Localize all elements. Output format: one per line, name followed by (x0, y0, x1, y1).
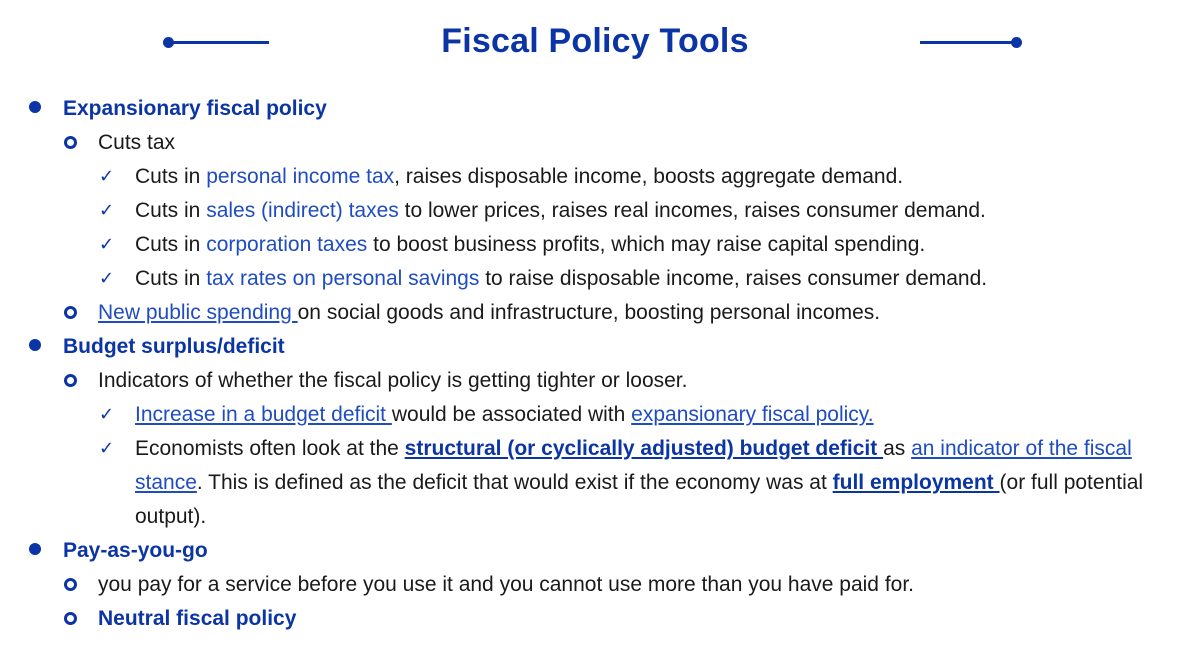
term-corporation-taxes: corporation taxes (206, 233, 368, 256)
structural-budget-deficit-link[interactable]: structural (or cyclically adjusted) budget deficit (404, 437, 884, 460)
full-employment-link[interactable]: full employment (832, 471, 1000, 494)
new-public-spending-link[interactable]: New public spending (98, 301, 298, 324)
sub-item-indicators: Indicators of whether the fiscal policy is getting tighter or looser. (0, 364, 1185, 398)
filled-circle-bullet-icon (29, 101, 41, 113)
sub-item-new-public-spending: New public spending on social goods and infrastructure, boosting personal incomes. (0, 296, 1185, 330)
bullet-list (0, 92, 1185, 636)
check-mark-icon: ✓ (99, 166, 115, 187)
list-item: ✓ Cuts in tax rates on personal savings to raise disposable income, raises consumer demand. (0, 262, 1185, 296)
hollow-circle-bullet-icon (64, 306, 77, 319)
filled-circle-bullet-icon (29, 339, 41, 351)
term-sales-taxes: sales (indirect) taxes (206, 199, 399, 222)
filled-circle-bullet-icon (29, 543, 41, 555)
term-personal-income-tax: personal income tax (206, 165, 395, 188)
hollow-circle-bullet-icon (64, 578, 77, 591)
list-item: ✓ Cuts in personal income tax, raises disposable income, boosts aggregate demand. (0, 160, 1185, 194)
section-heading-paygo: Pay-as-you-go (0, 534, 1185, 568)
check-mark-icon: ✓ (99, 268, 115, 289)
list-item: ✓ Economists often look at the structural (or cyclically adjusted) budget deficit as an indicator of the fiscal stance. This is defined as the deficit that would exist if the economy was at full employment (or full potential output). (0, 432, 1170, 534)
term-tax-rates-savings: tax rates on personal savings (206, 267, 480, 290)
sub-item-cuts-tax: Cuts tax (0, 126, 1185, 160)
title-decoration-right-line (920, 41, 1018, 44)
check-mark-icon: ✓ (99, 438, 115, 459)
hollow-circle-bullet-icon (64, 374, 77, 387)
hollow-circle-bullet-icon (64, 136, 77, 149)
fiscal-stance-link[interactable]: an indicator of the fiscal stance (135, 437, 1132, 494)
page-title: Fiscal Policy Tools (441, 22, 749, 60)
list-item: ✓ Cuts in corporation taxes to boost business profits, which may raise capital spending. (0, 228, 1185, 262)
list-item: ✓ Increase in a budget deficit would be associated with expansionary fiscal policy. (0, 398, 1185, 432)
sub-item-neutral-fiscal-policy: Neutral fiscal policy (0, 602, 1185, 636)
title-decoration-right-dot (1011, 37, 1022, 48)
section-heading-budget: Budget surplus/deficit (0, 330, 1185, 364)
check-mark-icon: ✓ (99, 234, 115, 255)
title-row (0, 18, 1185, 70)
sub-item-paygo-desc: you pay for a service before you use it and you cannot use more than you have paid for. (0, 568, 1185, 602)
hollow-circle-bullet-icon (64, 612, 77, 625)
list-item: ✓ Cuts in sales (indirect) taxes to lower prices, raises real incomes, raises consumer demand. (0, 194, 1185, 228)
check-mark-icon: ✓ (99, 404, 115, 425)
check-mark-icon: ✓ (99, 200, 115, 221)
budget-deficit-link[interactable]: Increase in a budget deficit (135, 403, 392, 426)
section-heading-expansionary: Expansionary fiscal policy (0, 92, 1185, 126)
expansionary-fiscal-policy-link[interactable]: expansionary fiscal policy. (631, 403, 874, 426)
